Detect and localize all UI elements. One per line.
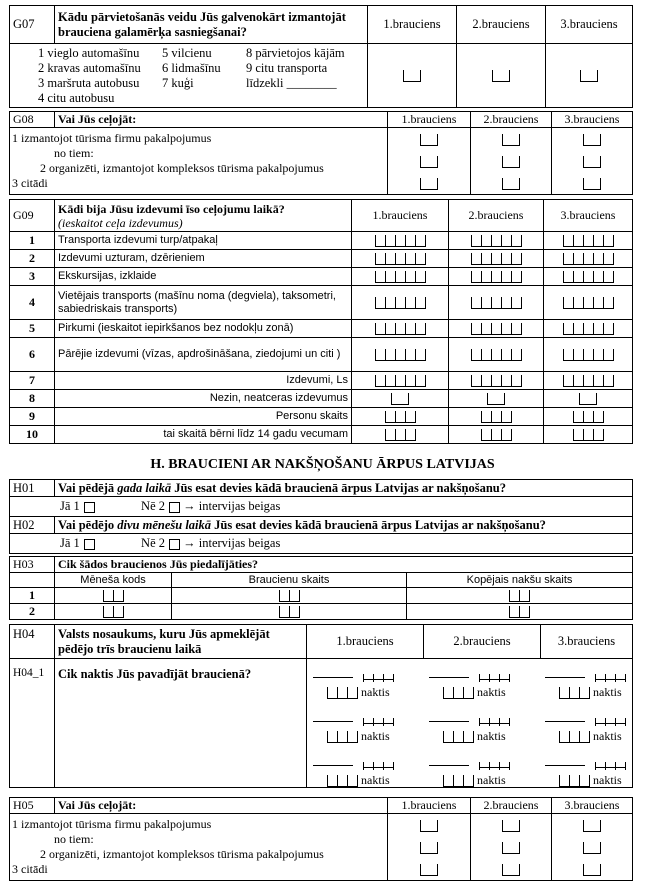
h04-table — [9, 624, 633, 788]
g09-row-number: 10 — [10, 426, 55, 444]
h04-country-input[interactable] — [545, 677, 585, 678]
h04-country-code[interactable] — [363, 759, 394, 768]
h04-nights-input[interactable] — [443, 687, 474, 699]
g09-table — [9, 199, 633, 444]
g09-row-label: Izdevumi uzturam, dzērieniem — [55, 250, 352, 268]
g08-opt3: 3 citādi — [12, 176, 48, 190]
h04-trip-entry — [545, 755, 645, 791]
g09-row — [10, 426, 633, 444]
h04-nights-input[interactable] — [559, 731, 590, 743]
g09-row-number: 3 — [10, 268, 55, 286]
h04-country-code[interactable] — [363, 671, 394, 680]
h04-country-code[interactable] — [479, 671, 510, 680]
g09-subq: (ieskaitot ceļa izdevumus) — [58, 215, 183, 230]
g09-row-7-trip-2-input[interactable] — [449, 372, 544, 390]
g09-row-4-trip-1-input[interactable] — [352, 286, 449, 320]
g07-opt3: 3 maršruta autobusu — [38, 75, 140, 90]
g09-row-6-trip-1-input[interactable] — [352, 338, 449, 372]
g08-answer-2[interactable] — [471, 128, 552, 195]
h04-trip-entry — [545, 667, 645, 703]
h04-nights-label: naktis — [477, 729, 506, 743]
h05-opt1b: no tiem: — [54, 832, 94, 846]
g07-answer-3[interactable] — [546, 44, 633, 108]
h04-nights-input[interactable] — [559, 687, 590, 699]
h01-h02-table — [9, 479, 633, 554]
h04-trip-entry — [313, 755, 421, 791]
h02-arrow: → intervijas beigas — [183, 536, 281, 550]
h04-nights-label: naktis — [477, 685, 506, 699]
h02-question — [55, 517, 633, 534]
h04-nights-input[interactable] — [327, 775, 358, 787]
g07-answer-1[interactable] — [368, 44, 457, 108]
h04-country-input[interactable] — [313, 721, 353, 722]
h04-trip-entry — [313, 711, 421, 747]
h04-country-input[interactable] — [429, 721, 469, 722]
h04-country-code[interactable] — [595, 759, 626, 768]
h01-question — [55, 480, 633, 497]
g09-row — [10, 268, 633, 286]
h04-nights-input[interactable] — [443, 731, 474, 743]
g09-row — [10, 372, 633, 390]
g09-row-3-trip-2-input[interactable] — [449, 268, 544, 286]
g09-row-9-trip-2-input[interactable] — [449, 408, 544, 426]
g09-row-4-trip-3-input[interactable] — [544, 286, 633, 320]
h04-country-input[interactable] — [313, 765, 353, 766]
g09-row-label: Personu skaits — [55, 408, 352, 426]
h04-country-input[interactable] — [545, 721, 585, 722]
g07-col2 — [159, 44, 243, 108]
g07-trip-1: 1.brauciens — [368, 6, 457, 44]
h05-trip-2: 2.brauciens — [471, 798, 552, 814]
g09-trip-1: 1.brauciens — [352, 200, 449, 232]
g09-row-5-trip-2-input[interactable] — [449, 320, 544, 338]
h03-row-1-nights[interactable] — [407, 588, 633, 604]
g09-row-10-trip-1-input[interactable] — [352, 426, 449, 444]
g07-opt2: 2 kravas automašīnu — [38, 60, 141, 75]
g08-trip-2: 2.brauciens — [471, 112, 552, 128]
h01-answers — [10, 497, 633, 517]
h03-head-month: Mēneša kods — [55, 573, 172, 588]
g09-row — [10, 338, 633, 372]
g08-opt2: 2 organizēti, izmantojot kompleksos tūrisma pakalpojumus — [40, 161, 324, 175]
g09-row-number: 5 — [10, 320, 55, 338]
h04-answers — [307, 659, 633, 788]
g09-row-10-trip-2-input[interactable] — [449, 426, 544, 444]
g09-row-label: Transporta izdevumi turp/atpakaļ — [55, 232, 352, 250]
g09-row-number: 6 — [10, 338, 55, 372]
g08-answer-1[interactable] — [388, 128, 471, 195]
g07-answer-2[interactable] — [457, 44, 546, 108]
g09-row-number: 9 — [10, 408, 55, 426]
h04-trip-2: 2.brauciens — [424, 625, 541, 659]
h04-nights-input[interactable] — [559, 775, 590, 787]
g09-row-label: Izdevumi, Ls — [55, 372, 352, 390]
h02-answers — [10, 534, 633, 554]
h03-row-1-num: 1 — [10, 588, 55, 604]
g07-trip-3: 3.brauciens — [546, 6, 633, 44]
g07-opt5: 5 vilcienu — [162, 46, 212, 60]
h04-nights-label: naktis — [361, 773, 390, 787]
g09-row-4-trip-2-input[interactable] — [449, 286, 544, 320]
g09-row-8-trip-2-input[interactable] — [449, 390, 544, 408]
h02-yes-label: Jā 1 — [60, 536, 80, 550]
g09-row-label: Nezin, neatceras izdevumus — [55, 390, 352, 408]
h02-q-em: divu mēnešu laikā — [117, 517, 212, 532]
g09-trip-2: 2.brauciens — [449, 200, 544, 232]
h02-no-checkbox[interactable] — [169, 539, 180, 550]
g09-row-8-trip-1-input[interactable] — [352, 390, 449, 408]
h04-trip-3: 3.brauciens — [541, 625, 633, 659]
h01-yes-label: Jā 1 — [60, 499, 80, 513]
h04-question: Valsts nosaukums, kuru Jūs apmeklējāt pēdējo trīs braucienu laikā — [55, 625, 307, 659]
h01-q-post: Jūs esat devies kādā braucienā ārpus Latvijas ar nakšņošanu? — [174, 480, 506, 495]
g09-row-2-trip-2-input[interactable] — [449, 250, 544, 268]
h03-head-nights: Kopējais nakšu skaits — [407, 573, 633, 588]
section-h-title: H. BRAUCIENI AR NAKŠŅOŠANU ĀRPUS LATVIJAS — [150, 457, 495, 472]
g09-row-label: Vietējais transports (mašīnu noma (degviela), taksometri, sabiedriskais transports) — [55, 286, 352, 320]
h04-nights-input[interactable] — [327, 731, 358, 743]
h01-yes-checkbox[interactable] — [84, 502, 95, 513]
g07-opt6: 6 lidmašīnu — [162, 61, 221, 75]
g07-col1 — [10, 44, 160, 108]
h02-q-pre: Vai pēdējo — [58, 517, 115, 532]
h05-question: Vai Jūs ceļojāt: — [55, 798, 388, 814]
g09-row-1-trip-1-input[interactable] — [352, 232, 449, 250]
h04-country-code[interactable] — [595, 715, 626, 724]
h04-country-input[interactable] — [545, 765, 585, 766]
h03-table — [9, 556, 633, 620]
g09-question: Kādi bija Jūsu izdevumi īso ceļojumu laikā? — [58, 201, 285, 216]
h02-no-label: Nē 2 — [141, 536, 165, 550]
h03-head-trips: Braucienu skaits — [172, 573, 407, 588]
g09-row-number: 1 — [10, 232, 55, 250]
g07-code: G07 — [10, 6, 55, 44]
g09-question-cell — [55, 200, 352, 232]
g09-row-7-trip-1-input[interactable] — [352, 372, 449, 390]
h01-q-em: gada laikā — [117, 480, 172, 495]
h02-code: H02 — [10, 517, 55, 534]
h05-table — [9, 797, 633, 881]
h02-yes-checkbox[interactable] — [84, 539, 95, 550]
h04-code: H04 — [10, 625, 55, 659]
g09-row-3-trip-1-input[interactable] — [352, 268, 449, 286]
h05-code: H05 — [10, 798, 55, 814]
h04-nights-label: naktis — [477, 773, 506, 787]
g09-row-1-trip-2-input[interactable] — [449, 232, 544, 250]
h05-options — [10, 814, 388, 881]
h01-arrow: → intervijas beigas — [183, 499, 281, 513]
g07-opt1: 1 vieglo automašīnu — [38, 45, 140, 60]
g09-row-3-trip-3-input[interactable] — [544, 268, 633, 286]
h05-answer-1[interactable] — [388, 814, 471, 881]
h05-answer-2[interactable] — [471, 814, 552, 881]
g09-row — [10, 286, 633, 320]
h05-trip-3: 3.brauciens — [552, 798, 633, 814]
g09-row-9-trip-3-input[interactable] — [544, 408, 633, 426]
g09-row-number: 8 — [10, 390, 55, 408]
h05-trip-1: 1.brauciens — [388, 798, 471, 814]
g07-col3 — [243, 44, 368, 108]
h01-code: H01 — [10, 480, 55, 497]
h04-nights-input[interactable] — [443, 775, 474, 787]
h01-q-pre: Vai pēdējā — [58, 480, 115, 495]
g09-row-1-trip-3-input[interactable] — [544, 232, 633, 250]
g08-opt1b: no tiem: — [54, 146, 94, 160]
h03-row-2-num: 2 — [10, 604, 55, 620]
g08-trip-3: 3.brauciens — [552, 112, 633, 128]
g08-table — [9, 111, 633, 195]
h03-blank — [10, 573, 55, 588]
g09-row — [10, 390, 633, 408]
g08-question: Vai Jūs ceļojāt: — [55, 112, 388, 128]
g09-row-5-trip-3-input[interactable] — [544, 320, 633, 338]
g09-row-label: tai skaitā bērni līdz 14 gadu vecumam — [55, 426, 352, 444]
g07-opt8: 8 pārvietojos kājām — [246, 46, 345, 60]
g09-row-6-trip-3-input[interactable] — [544, 338, 633, 372]
g08-trip-1: 1.brauciens — [388, 112, 471, 128]
g09-row — [10, 232, 633, 250]
h04-nights-label: naktis — [361, 729, 390, 743]
g08-options — [10, 128, 388, 195]
g09-row-8-trip-3-input[interactable] — [544, 390, 633, 408]
h04-country-input[interactable] — [429, 677, 469, 678]
h03-row-2-trips[interactable] — [172, 604, 407, 620]
h01-no-label: Nē 2 — [141, 499, 165, 513]
h04-country-code[interactable] — [479, 715, 510, 724]
g09-row-5-trip-1-input[interactable] — [352, 320, 449, 338]
h04-trip-entry — [429, 755, 537, 791]
h03-code: H03 — [10, 557, 55, 573]
h04-country-input[interactable] — [429, 765, 469, 766]
h04-country-code[interactable] — [363, 715, 394, 724]
h04-trip-entry — [313, 667, 421, 703]
h04-country-input[interactable] — [313, 677, 353, 678]
h04-country-code[interactable] — [479, 759, 510, 768]
g09-code: G09 — [10, 200, 55, 232]
h03-row-2-nights[interactable] — [407, 604, 633, 620]
h05-opt1: 1 izmantojot tūrisma firmu pakalpojumus — [12, 817, 212, 831]
g09-row-label: Ekskursijas, izklaide — [55, 268, 352, 286]
g08-code: G08 — [10, 112, 55, 128]
g07-question: Kādu pārvietošanās veidu Jūs galvenokārt izmantojāt brauciena galamērķa sasniegšanai? — [55, 6, 368, 44]
h04-trip-1: 1.brauciens — [307, 625, 424, 659]
g09-trip-3: 3.brauciens — [544, 200, 633, 232]
h04-nights-label: naktis — [593, 685, 622, 699]
h04-trip-entry — [429, 711, 537, 747]
g09-row — [10, 320, 633, 338]
h04-nights-input[interactable] — [327, 687, 358, 699]
g07-opt7: 7 kuģi — [162, 76, 194, 90]
h04-trip-entry — [429, 667, 537, 703]
h04-country-code[interactable] — [595, 671, 626, 680]
g08-opt1: 1 izmantojot tūrisma firmu pakalpojumus — [12, 131, 212, 145]
g09-row-2-trip-1-input[interactable] — [352, 250, 449, 268]
g07-trip-2: 2.brauciens — [457, 6, 546, 44]
h05-opt3: 3 citādi — [12, 862, 48, 876]
g09-row-number: 7 — [10, 372, 55, 390]
g09-row-number: 2 — [10, 250, 55, 268]
h04-sub-code: H04_1 — [10, 659, 55, 788]
h04-sub-question: Cik naktis Jūs pavadījāt braucienā? — [55, 659, 307, 788]
g07-opt4: 4 citu autobusu — [38, 90, 115, 105]
h04-nights-label: naktis — [593, 773, 622, 787]
g07-opt9: 9 citu transporta — [246, 61, 328, 75]
g09-row-label: Pirkumi (ieskaitot iepirkšanos bez nodokļu zonā) — [55, 320, 352, 338]
g09-row-10-trip-3-input[interactable] — [544, 426, 633, 444]
h04-trip-entry — [545, 711, 645, 747]
h03-row-1-month[interactable] — [55, 588, 172, 604]
h04-nights-label: naktis — [593, 729, 622, 743]
h01-no-checkbox[interactable] — [169, 502, 180, 513]
g09-row-6-trip-2-input[interactable] — [449, 338, 544, 372]
g07-opt9-other[interactable]: līdzekli ________ — [246, 76, 337, 90]
g09-row — [10, 250, 633, 268]
g09-row-9-trip-1-input[interactable] — [352, 408, 449, 426]
h02-q-post: Jūs esat devies kādā braucienā ārpus Latvijas ar nakšņošanu? — [214, 517, 546, 532]
g08-answer-3[interactable] — [552, 128, 633, 195]
h05-answer-3[interactable] — [552, 814, 633, 881]
g07-table — [9, 5, 633, 108]
g09-row-2-trip-3-input[interactable] — [544, 250, 633, 268]
h03-row-2-month[interactable] — [55, 604, 172, 620]
h03-row-1-trips[interactable] — [172, 588, 407, 604]
h04-nights-label: naktis — [361, 685, 390, 699]
h05-opt2: 2 organizēti, izmantojot kompleksos tūrisma pakalpojumus — [40, 847, 324, 861]
g09-row-number: 4 — [10, 286, 55, 320]
g09-row — [10, 408, 633, 426]
g09-row-label: Pārējie izdevumi (vīzas, apdrošināšana, ziedojumi un citi ) — [55, 338, 352, 372]
h03-question: Cik šādos braucienos Jūs piedalījāties? — [55, 557, 633, 573]
g09-row-7-trip-3-input[interactable] — [544, 372, 633, 390]
